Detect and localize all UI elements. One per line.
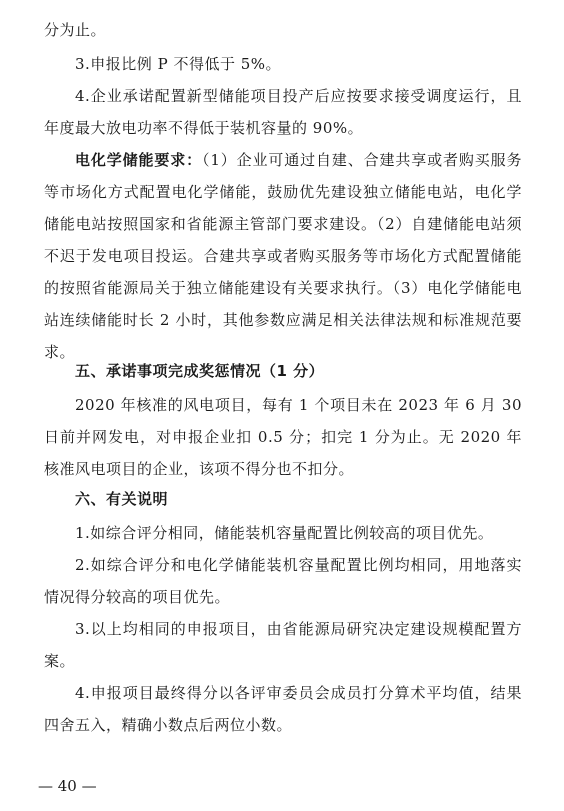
paragraph-item-4: 4.企业承诺配置新型储能项目投产后应按要求接受调度运行，且年度最大放电功率不得低于装机容量的 90%。 [44,87,522,137]
paragraph-note-3: 3.以上均相同的申报项目，由省能源局研究决定建设规模配置方案。 [44,620,522,670]
section-heading-5: 五、承诺事项完成奖惩情况（1 分） [75,362,325,380]
paragraph-note-1: 1.如综合评分相同，储能装机容量配置比例较高的项目优先。 [75,524,494,542]
paragraph-electrochemical-storage [44,144,522,368]
paragraph-section-5: 2020 年核准的风电项目，每有 1 个项目未在 2023 年 6 月 30 日前并网发电，对申报企业扣 0.5 分；扣完 1 分为止。无 2020 年核准风电项目的企业，该项不得分也不扣分。 [44,396,522,478]
paragraph-note-2: 2.如综合评分和电化学储能装机容量配置比例均相同，用地落实情况得分较高的项目优先。 [44,556,522,606]
paragraph-item-3: 3.申报比例 P 不得低于 5%。 [75,55,282,73]
paragraph-note-4: 4.申报项目最终得分以各评审委员会成员打分算术平均值，结果四舍五入，精确小数点后两位小数。 [44,684,522,734]
section-label: 电化学储能要求： [75,151,202,169]
page-number: — 40 — [38,777,97,795]
section-heading-6: 六、有关说明 [75,490,169,508]
paragraph-body: （1）企业可通过自建、合建共享或者购买服务等市场化方式配置电化学储能，鼓励优先建设独立储能电站，电化学储能电站按照国家和省能源主管部门要求建设。（2）自建储能电站须不迟于发电项目投运。合建共享或者购买服务等市场化方式配置储能的按照省能源局关于独立储能建设有关要求执行。（3）电化学储能电站连续储能时长 2 小时，其他参数应满足相关法律法规和标准规范要求。 [44,151,522,361]
paragraph-continuation: 分为止。 [44,21,107,39]
